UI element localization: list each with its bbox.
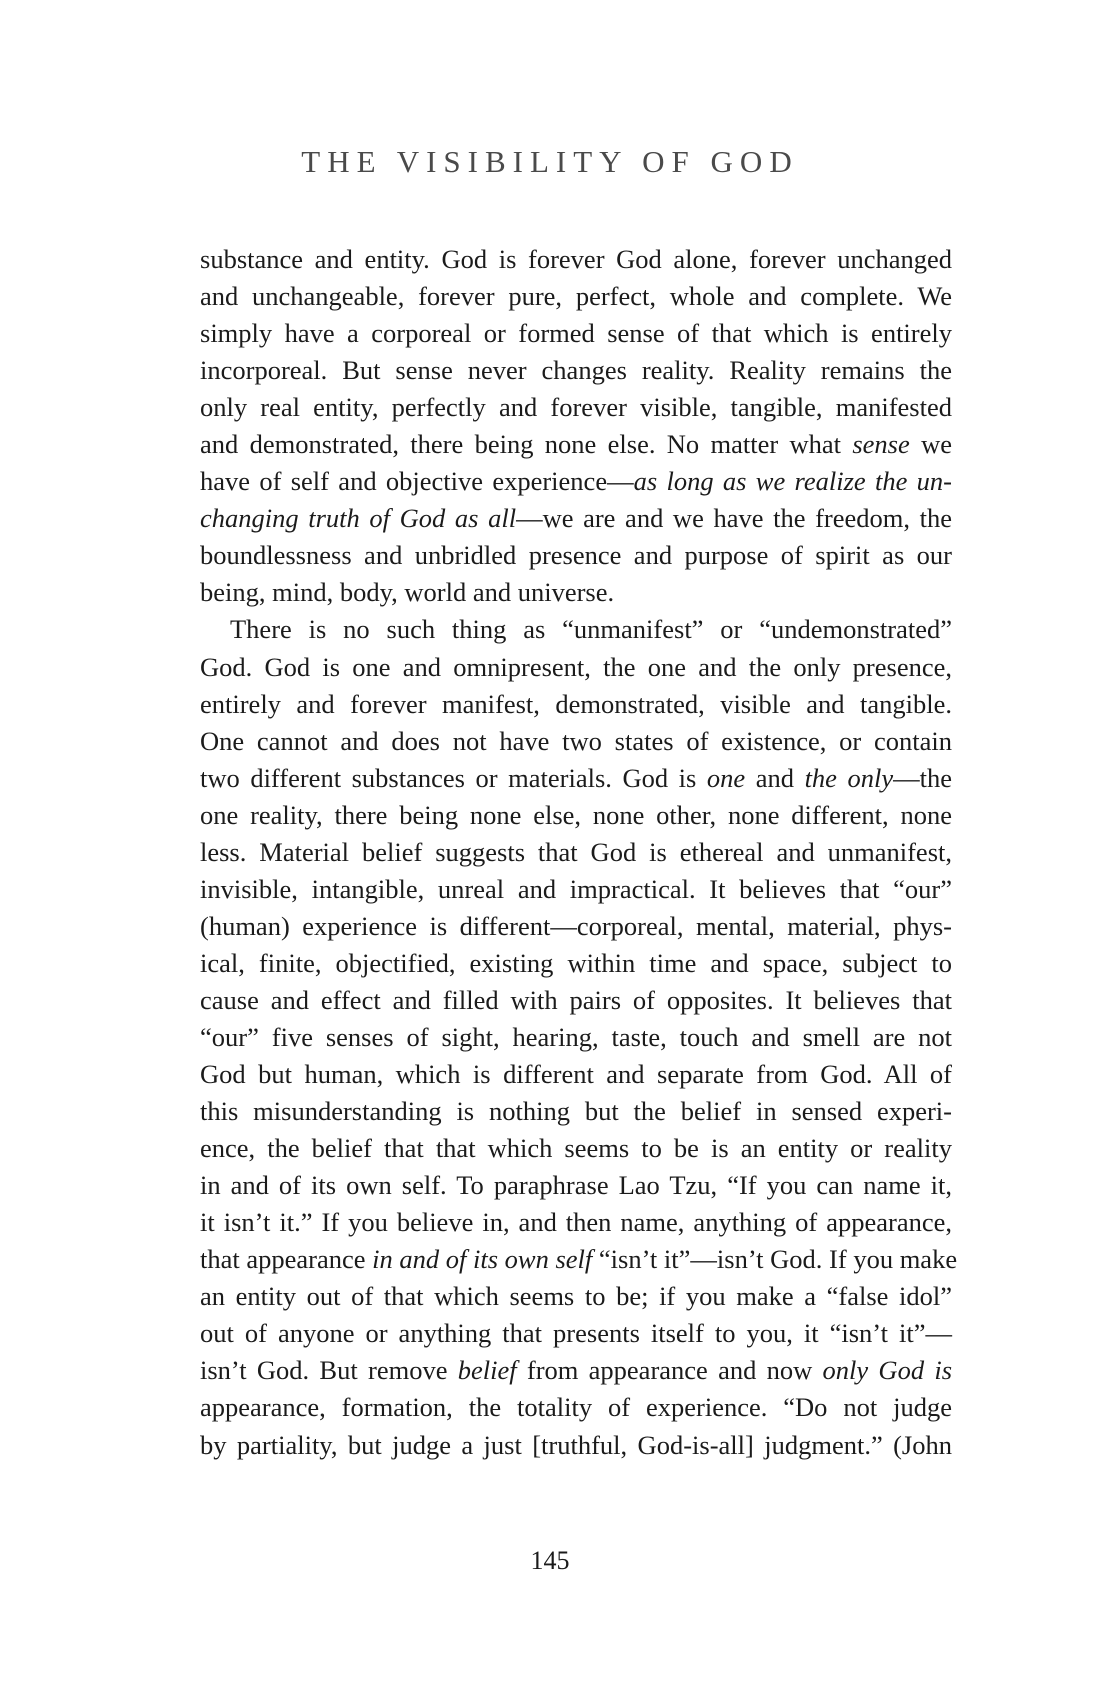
italic-text: belief — [457, 1355, 517, 1386]
text-run: —the — [893, 762, 952, 793]
text-line-content — [200, 908, 952, 945]
text-line-content — [200, 500, 952, 537]
text-line — [200, 1427, 952, 1464]
text-line-content — [200, 1130, 952, 1167]
text-run: —we are and we have the freedom, the — [516, 503, 953, 534]
text-run: it isn’t it.” If you believe in, and then name, anything of appearance, — [200, 1207, 952, 1238]
text-run: and — [745, 762, 805, 793]
text-line-content — [200, 1278, 952, 1315]
text-line-content — [200, 1389, 952, 1426]
text-line — [200, 686, 952, 723]
text-run: substance and entity. God is forever God alone, forever unchanged — [200, 244, 952, 274]
text-line-content — [200, 871, 952, 908]
text-line — [200, 1389, 952, 1426]
text-line — [200, 1056, 952, 1093]
text-run: isn’t God. But remove — [200, 1355, 458, 1386]
text-line-content — [200, 463, 952, 500]
text-line-content — [200, 426, 952, 463]
text-line — [200, 723, 952, 760]
text-line — [200, 389, 952, 426]
text-line — [200, 500, 952, 537]
text-line-content — [200, 723, 952, 760]
text-line — [200, 1241, 958, 1278]
text-run: simply have a corporeal or formed sense of that which is entirely — [200, 318, 952, 349]
italic-text: in and of its own self — [372, 1244, 593, 1275]
text-run: (human) experience is different—corporeal, mental, material, phys- — [200, 910, 952, 941]
text-run: and unchangeable, forever pure, perfect, whole and complete. We — [200, 281, 952, 312]
text-run: out of anyone or anything that presents itself to you, it “isn’t it”— — [200, 1318, 952, 1349]
text-run: from appearance and now — [516, 1355, 823, 1386]
text-line-content — [200, 1241, 957, 1278]
text-run: have of self and objective experience— — [200, 466, 634, 497]
text-line-content — [200, 834, 952, 871]
text-line — [200, 315, 952, 352]
text-line — [200, 537, 952, 574]
text-line-content — [200, 1315, 952, 1352]
text-line-content — [200, 574, 614, 611]
text-run: in and of its own self. To paraphrase Lao Tzu, “If you can name it, — [200, 1170, 952, 1201]
text-run: God. God is one and omnipresent, the one and the only presence, — [200, 651, 952, 682]
text-run: one reality, there being none else, none other, none different, none — [200, 799, 952, 830]
text-line — [200, 1093, 952, 1130]
text-run: ence, the belief that that which seems to be is an entity or reality — [200, 1133, 952, 1164]
text-line — [200, 908, 952, 945]
text-run: we — [909, 429, 952, 460]
text-line-content — [200, 1056, 952, 1093]
text-line — [200, 463, 952, 500]
body-text — [200, 241, 958, 1464]
text-run: boundlessness and unbridled presence and purpose of spirit as our — [200, 540, 952, 571]
italic-text: sense — [852, 429, 910, 460]
text-line — [200, 241, 952, 278]
text-line — [200, 574, 952, 611]
text-line-content — [200, 1352, 952, 1389]
text-line-content — [200, 1167, 952, 1204]
text-run: “isn’t it”—isn’t God. If you make — [592, 1244, 958, 1275]
text-line — [200, 945, 952, 982]
italic-text: only God is — [822, 1355, 953, 1386]
text-line-content — [200, 1019, 952, 1056]
text-run: “our” five senses of sight, hearing, taste, touch and smell are not — [200, 1021, 952, 1052]
text-line — [200, 1204, 952, 1241]
text-run: ical, finite, objectified, existing within time and space, subject to — [200, 947, 952, 978]
text-run: One cannot and does not have two states of existence, or contain — [200, 725, 952, 756]
text-run: two different substances or materials. God is — [200, 762, 707, 793]
text-run: cause and effect and filled with pairs of opposites. It believes that — [200, 984, 952, 1015]
page-number: 145 — [530, 1546, 570, 1575]
text-line — [200, 760, 952, 797]
text-run: that appearance — [200, 1244, 373, 1275]
text-line — [200, 871, 952, 908]
text-line — [200, 982, 952, 1019]
text-line-content — [200, 241, 952, 278]
text-run: being, mind, body, world and universe. — [200, 577, 615, 608]
text-run: God but human, which is different and separate from God. All of — [200, 1059, 952, 1090]
italic-text: as long as we realize the un- — [633, 466, 952, 497]
text-line-content — [200, 945, 952, 982]
italic-text: one — [706, 762, 746, 793]
text-line-content — [230, 611, 952, 648]
text-line — [200, 1315, 952, 1352]
text-line — [200, 649, 952, 686]
text-line-content — [200, 649, 952, 686]
text-line-content — [200, 982, 952, 1019]
text-line-content — [200, 686, 952, 723]
text-line — [200, 1352, 952, 1389]
running-head: THE VISIBILITY OF GOD — [301, 144, 799, 179]
text-line — [200, 426, 952, 463]
text-run: There is no such thing as “unmanifest” or “undemonstrated” — [230, 614, 952, 645]
paragraph-first-line — [200, 611, 952, 648]
text-run: appearance, formation, the totality of experience. “Do not judge — [200, 1392, 952, 1423]
text-line-content — [200, 352, 952, 389]
text-line — [200, 797, 952, 834]
text-line — [200, 1019, 952, 1056]
text-line-content — [200, 537, 952, 574]
text-run: only real entity, perfectly and forever visible, tangible, manifested — [200, 392, 952, 423]
text-run: this misunderstanding is nothing but the belief in sensed experi- — [200, 1096, 952, 1127]
text-line-content — [200, 1204, 952, 1241]
text-run: by partiality, but judge a just [truthful, God-is-all] judgment.” (John — [200, 1429, 952, 1460]
italic-text: changing truth of God as all — [200, 503, 517, 534]
text-line-content — [200, 315, 952, 352]
text-run: entirely and forever manifest, demonstrated, visible and tangible. — [200, 688, 952, 719]
text-line-content — [200, 389, 952, 426]
text-run: invisible, intangible, unreal and impractical. It believes that “our” — [200, 873, 952, 904]
text-line — [200, 1130, 952, 1167]
text-run: an entity out of that which seems to be; if you make a “false idol” — [200, 1281, 952, 1312]
text-run: incorporeal. But sense never changes reality. Reality remains the — [200, 355, 952, 386]
text-line — [200, 1167, 952, 1204]
text-line-content — [200, 278, 952, 315]
text-line — [200, 352, 952, 389]
text-line-content — [200, 797, 952, 834]
text-line — [200, 1278, 952, 1315]
text-line-content — [200, 760, 952, 797]
text-run: and demonstrated, there being none else. No matter what — [200, 429, 853, 460]
text-run: less. Material belief suggests that God is ethereal and unmanifest, — [200, 836, 952, 867]
text-line-content — [200, 1093, 952, 1130]
text-line-content — [200, 1427, 952, 1464]
text-line — [200, 834, 952, 871]
text-line — [200, 278, 952, 315]
italic-text: the only — [804, 762, 894, 793]
